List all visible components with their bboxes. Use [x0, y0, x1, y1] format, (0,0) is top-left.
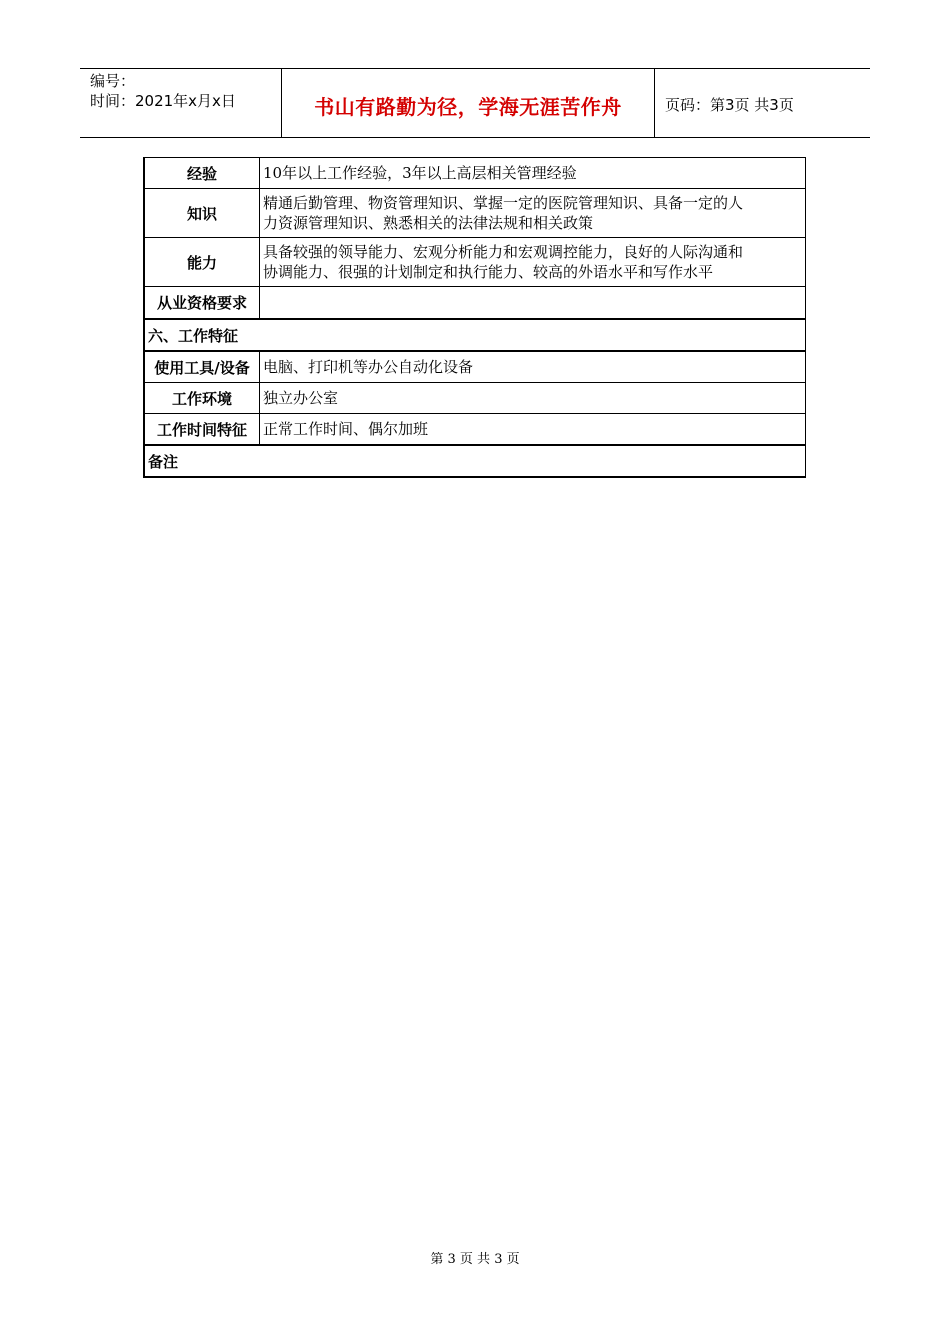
knowledge-value: [260, 189, 806, 238]
experience-value: 10年以上工作经验，3年以上高层相关管理经验: [260, 158, 806, 189]
table-row: [144, 238, 806, 287]
table-row: [144, 319, 806, 351]
work-time-label: 工作时间特征: [144, 414, 260, 446]
tools-label: 使用工具/设备: [144, 351, 260, 383]
table-row: [144, 445, 806, 477]
table-row: [144, 189, 806, 238]
work-time-value: 正常工作时间、偶尔加班: [260, 414, 806, 446]
page-footer: 第 3 页 共 3 页: [430, 1252, 520, 1267]
qualification-label: 从业资格要求: [144, 287, 260, 320]
qualification-value: [260, 287, 806, 320]
header-left-cell: [80, 69, 282, 137]
tools-value: 电脑、打印机等办公自动化设备: [260, 351, 806, 383]
ability-value: [260, 238, 806, 287]
table-row: [144, 158, 806, 189]
header-middle-cell: [282, 69, 655, 137]
ability-line-1: 具备较强的领导能力、宏观分析能力和宏观调控能力，良好的人际沟通和: [263, 243, 744, 261]
header-right-cell: [655, 69, 870, 137]
ability-line-2: 协调能力、很强的计划制定和执行能力、较高的外语水平和写作水平: [263, 263, 714, 281]
section-title: 六、工作特征: [144, 319, 806, 351]
environment-value: 独立办公室: [260, 383, 806, 414]
table-row: [144, 287, 806, 320]
document-number-label: 编号：: [90, 72, 136, 90]
knowledge-line-2: 力资源管理知识、熟悉相关的法律法规和相关政策: [263, 214, 594, 232]
job-requirements-table: [143, 157, 806, 478]
ability-label: 能力: [144, 238, 260, 287]
header-motto: 书山有路勤为径，学海无涯苦作舟: [314, 95, 622, 119]
table-row: [144, 414, 806, 446]
experience-label: 经验: [144, 158, 260, 189]
remarks-label: 备注: [144, 445, 806, 477]
environment-label: 工作环境: [144, 383, 260, 414]
knowledge-label: 知识: [144, 189, 260, 238]
document-date-label: 时间：2021年x月x日: [90, 92, 236, 110]
header-page-info: 页码：第3页 共3页: [665, 96, 794, 114]
table-row: [144, 351, 806, 383]
page-header: [80, 68, 870, 138]
table-row: [144, 383, 806, 414]
knowledge-line-1: 精通后勤管理、物资管理知识、掌握一定的医院管理知识、具备一定的人: [263, 194, 744, 212]
